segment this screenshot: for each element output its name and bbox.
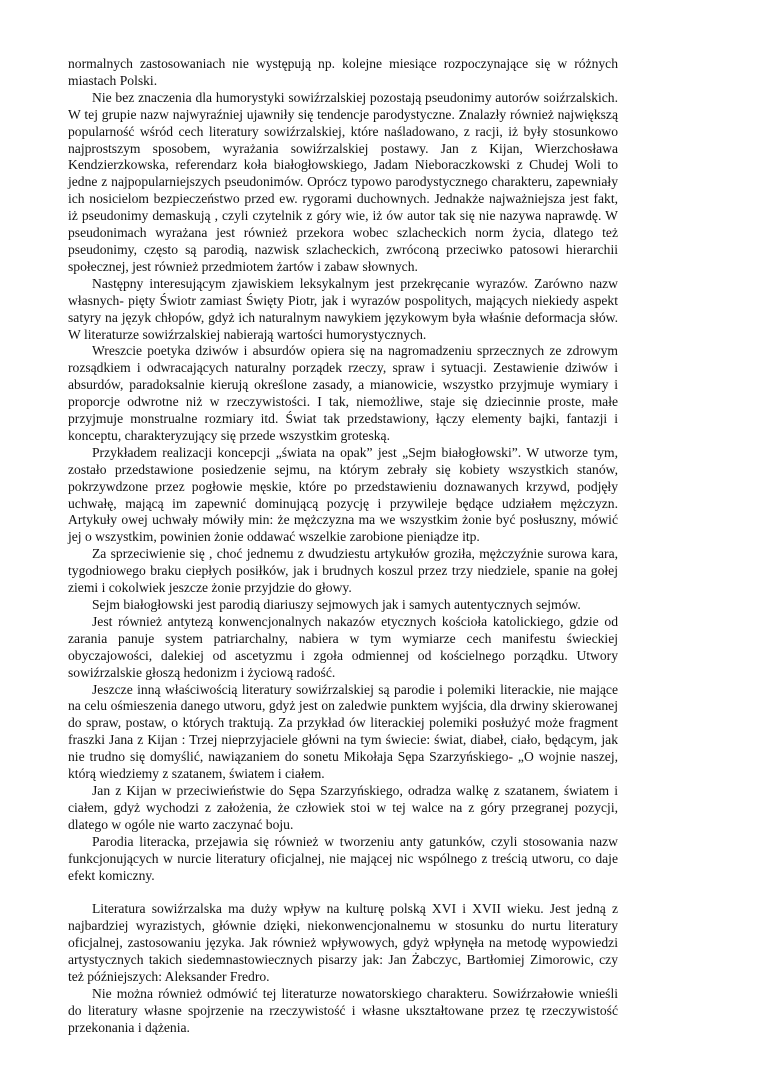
document-page bbox=[68, 56, 618, 1037]
paragraph-pseudonyms: Nie bez znaczenia dla humorystyki sowiźrzalskiej pozostają pseudonimy autorów soiźrzalskich. W tej grupie nazw najwyraźniej ujawniły się tendencje parodystyczne. Znalazły również największą popularność wśród cech literatury sowiźrzalskiej, które naśladowano, z racji, iż były stosunkowo najprostszym sposobem, wyrażania sowiźrzalskiej postawy. Jan z Kijan, Wierzchosława Kendzierzkowska, referendarz koła białogłowskiego, Jadam Nieboraczkowski z Chudej Woli to jedne z najpopularniejszych pseudonimów. Oprócz typowo parodystycznego charakteru, zapewniały ich nosicielom bezpieczeństwo przed ew. rygorami duchownych. Jednakże najważniejsza jest fakt, iż pseudonimy demaskują , czyli czytelnik z góry wie, iż ów autor tak się nie nazywa naprawdę. W pseudonimach wyrażana jest również przekora wobec szlacheckich norm życia, dlatego też pseudonimy, często są parodią, nazwisk szlacheckich, zwróconą przeciwko patosowi hierarchii społecznej, jest również przedmiotem żartów i zabaw słownych. bbox=[68, 89, 618, 274]
paragraph-literary-polemics: Jeszcze inną właściwością literatury sowiźrzalskiej są parodie i polemiki literackie, nie mające na celu ośmieszenia danego utworu, gdyż jest on zaledwie punktem wyjścia, dla drwiny skierowanej do spraw, postaw, o których traktują. Za przykład ów literackiej polemiki posłużyć może fragment fraszki Jana z Kijan : Trzej nieprzyjaciele główni na tym świecie: świat, diabeł, ciało, będącym, jak nie trudno się domyślić, nawiązaniem do sonetu Mikołaja Sępa Szarzyńskiego- „O wojnie naszej, którą wiedziemy z szatanem, światem i ciałem. bbox=[68, 681, 618, 782]
paragraph-jan-z-kijan: Jan z Kijan w przeciwieństwie do Sępa Szarzyńskiego, odradza walkę z szatanem, światem i ciałem, gdyż wychodzi z założenia, że człowiek stoi w tej walce na z góry przegranej pozycji, dlatego w ogóle nie warto zaczynać boju. bbox=[68, 782, 618, 832]
paragraph-continuation: normalnych zastosowaniach nie występują np. kolejne miesiące rozpoczynające się w różnych miastach Polski. bbox=[68, 56, 618, 88]
paragraph-anti-genres: Parodia literacka, przejawia się również w tworzeniu anty gatunków, czyli stosowania nazw funkcjonujących w nurcie literatury oficjalnej, nie mającej nic wspólnego z treścią utworu, co daje efekt komiczny. bbox=[68, 833, 618, 883]
paragraph-innovation: Nie można również odmówić tej literaturze nowatorskiego charakteru. Sowiźrzałowie wnieśli do literatury własne spojrzenie na rzeczywistość i własne ukształtowane przez tę rzeczywistość przekonania i dążenia. bbox=[68, 985, 618, 1035]
paragraph-word-distortion: Następny interesującym zjawiskiem leksykalnym jest przekręcanie wyrazów. Zarówno nazw własnych- pięty Świotr zamiast Święty Piotr, jak i wyrazów pospolitych, mających niekiedy aspekt satyry na język chłopów, gdyż ich naturalnym nawykiem językowym była właśnie deformacja słów. W literaturze sowiźrzalskiej nabierają wartości humorystycznych. bbox=[68, 275, 618, 342]
paragraph-sejm-bialoglowski: Przykładem realizacji koncepcji „świata na opak” jest „Sejm białogłowski”. W utworze tym, zostało przedstawione posiedzenie sejmu, na którym zebrały się kobiety wszystkich stanów, pokrzywdzone przez pogłowie męskie, które po przedstawieniu doznawanych krzywd, podjęły uchwałę, mającą im zapewnić dominującą pozycję i przywileje będące udziałem mężczyzn. Artykuły owej uchwały mówiły min: że mężczyzna ma we wszystkim żonie być posłuszny, mówić jej o wszystkim, powinien żonie oddawać wszelkie zarobione pieniądze itp. bbox=[68, 444, 618, 545]
paragraph-influence: Literatura sowiźrzalska ma duży wpływ na kulturę polską XVI i XVII wieku. Jest jedną z najbardziej wyrazistych, głównie dzięki, niekonwencjonalnemu w stosunku do nurtu literatury oficjalnej, zastosowaniu języka. Jak również wpływowych, gdyż wpłynęła na metodę wypowiedzi artystycznych takich siedemnastowiecznych pisarzy jak: Jan Żabczyc, Bartłomiej Zimorowic, czy też późniejszych: Aleksander Fredro. bbox=[68, 901, 618, 984]
paragraph-antithesis: Jest również antytezą konwencjonalnych nakazów etycznych kościoła katolickiego, gdzie od zarania panuje system patriarchalny, nabiera w tym wymiarze cech manifestu świeckiej obyczajowości, dalekiej od ascetyzmu i zgoła odmiennej od kościelnego porządku. Utwory sowiźrzalskie głoszą hedonizm i życiową radość. bbox=[68, 613, 618, 680]
paragraph-punishment: Za sprzeciwienie się , choć jednemu z dwudziestu artykułów groziła, mężczyźnie surowa kara, tygodniowego braku ciepłych posiłków, jak i brudnych koszul przez trzy niedziele, spanie na gołej ziemi i cokolwiek jeszcze żonie przyjdzie do głowy. bbox=[68, 546, 618, 596]
paragraph-sejm-parody: Sejm białogłowski jest parodią diariuszy sejmowych jak i samych autentycznych sejmów. bbox=[92, 597, 581, 612]
paragraph-poetics-of-absurd: Wreszcie poetyka dziwów i absurdów opiera się na nagromadzeniu sprzecznych ze zdrowym rozsądkiem i odwracających naturalny porządek rzeczy, spraw i sytuacji. Zestawienie dziwów i absurdów, paradoksalnie kierują określone zasady, a mianowicie, wszystko przyjmuje wymiary i proporcje odwrotne niż w rzeczywistości. I tak, niemożliwe, staje się dziecinnie proste, małe przyjmuje monstrualne rozmiary itd. Świat tak przedstawiony, łączy elementy bajki, fantazji i konceptu, charakteryzujący się przede wszystkim groteską. bbox=[68, 343, 618, 443]
